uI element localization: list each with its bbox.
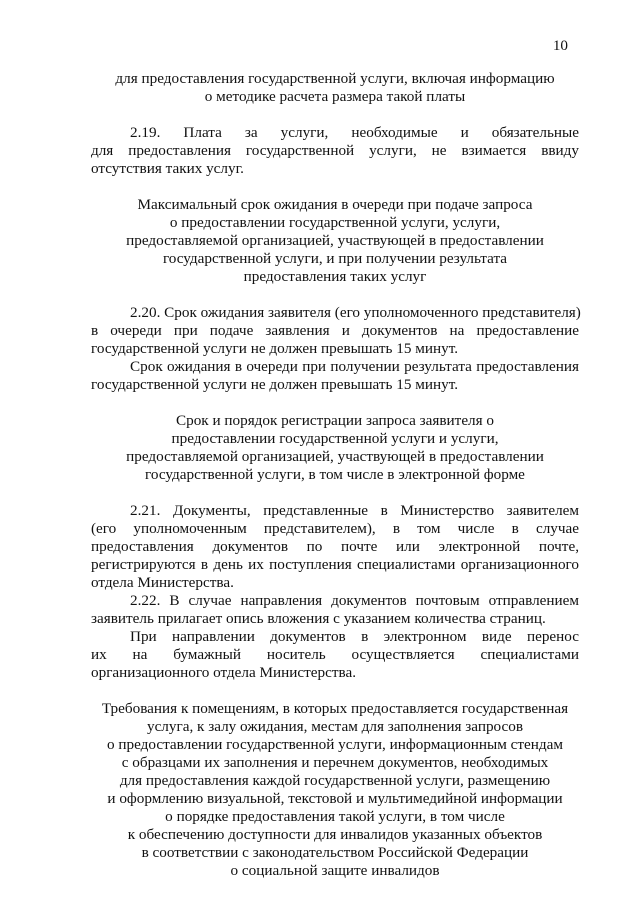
heading-line: о предоставлении государственной услуги, информационным стендам	[107, 736, 563, 753]
heading-line: Требования к помещениям, в которых предоставляется государственная	[101, 700, 569, 717]
paragraph-line: 2.21. Документы, представленные в Министерство заявителем	[130, 502, 579, 519]
heading-line: услуга, к залу ожидания, местам для заполнения запросов	[146, 718, 524, 735]
paragraph-line: в очереди при подаче заявления и документов на предоставление	[91, 322, 579, 339]
paragraph-line: 2.19. Плата за услуги, необходимые и обязательные	[130, 124, 579, 141]
heading-line: для предоставления государственной услуги, включая информацию	[115, 70, 555, 87]
heading-line: предоставляемой организацией, участвующей в предоставлении	[126, 232, 544, 249]
section-heading-registration	[91, 412, 579, 484]
heading-line: к обеспечению доступности для инвалидов указанных объектов	[127, 826, 543, 843]
heading-line: Максимальный срок ожидания в очереди при подаче запроса	[137, 196, 533, 213]
heading-line: в соответствии с законодательством Российской Федерации	[141, 844, 529, 861]
paragraph-line: регистрируются в день их поступления специалистами организационного	[91, 556, 579, 573]
paragraph-line: государственной услуги не должен превышать 15 минут.	[91, 376, 458, 393]
paragraph-line: 2.22. В случае направления документов почтовым отправлением	[130, 592, 579, 609]
paragraph-line: организационного отдела Министерства.	[91, 664, 356, 681]
section-heading-premises-requirements	[91, 700, 579, 880]
heading-line: с образцами их заполнения и перечнем документов, необходимых	[121, 754, 549, 771]
paragraph-2-21-2-22	[91, 502, 579, 682]
heading-line: Срок и порядок регистрации запроса заявителя о	[175, 412, 495, 429]
heading-line: предоставляемой организацией, участвующей в предоставлении	[126, 448, 544, 465]
paragraph-line: заявитель прилагает опись вложения с указанием количества страниц.	[91, 610, 546, 627]
document-body	[91, 70, 579, 880]
heading-line: предоставления таких услуг	[243, 268, 427, 285]
paragraph-line: Срок ожидания в очереди при получении результата предоставления	[130, 358, 579, 375]
heading-line: предоставлении государственной услуги и услуги,	[171, 430, 499, 447]
paragraph-line: отдела Министерства.	[91, 574, 234, 591]
paragraph-line: для предоставления государственной услуги, не взимается ввиду	[91, 142, 579, 159]
paragraph-line: государственной услуги не должен превышать 15 минут.	[91, 340, 458, 357]
section-heading-queue-wait-time	[91, 196, 579, 286]
paragraph-line: предоставления документов по почте или электронной почте,	[91, 538, 579, 555]
page-number: 10	[552, 37, 568, 54]
heading-line: государственной услуги, в том числе в электронной форме	[145, 466, 525, 483]
paragraph-2-19	[91, 124, 579, 178]
paragraph-line: При направлении документов в электронном виде перенос	[130, 628, 579, 645]
heading-line: и оформлению визуальной, текстовой и мультимедийной информации	[107, 790, 563, 807]
section-heading-fee-methodology	[91, 70, 579, 106]
heading-line: о методике расчета размера такой платы	[204, 88, 466, 105]
heading-line: о социальной защите инвалидов	[230, 862, 440, 879]
heading-line: о порядке предоставления такой услуги, в том числе	[165, 808, 505, 825]
heading-line: о предоставлении государственной услуги, услуги,	[169, 214, 501, 231]
paragraph-line: их на бумажный носитель осуществляется специалистами	[91, 646, 579, 663]
paragraph-2-20	[91, 304, 579, 394]
paragraph-line: (его уполномоченным представителем), в том числе в случае	[91, 520, 579, 537]
heading-line: для предоставления каждой государственной услуги, размещению	[119, 772, 551, 789]
paragraph-line: отсутствия таких услуг.	[91, 160, 244, 177]
heading-line: государственной услуги, и при получении результата	[162, 250, 508, 267]
paragraph-line: 2.20. Срок ожидания заявителя (его уполномоченного представителя)	[130, 304, 581, 321]
